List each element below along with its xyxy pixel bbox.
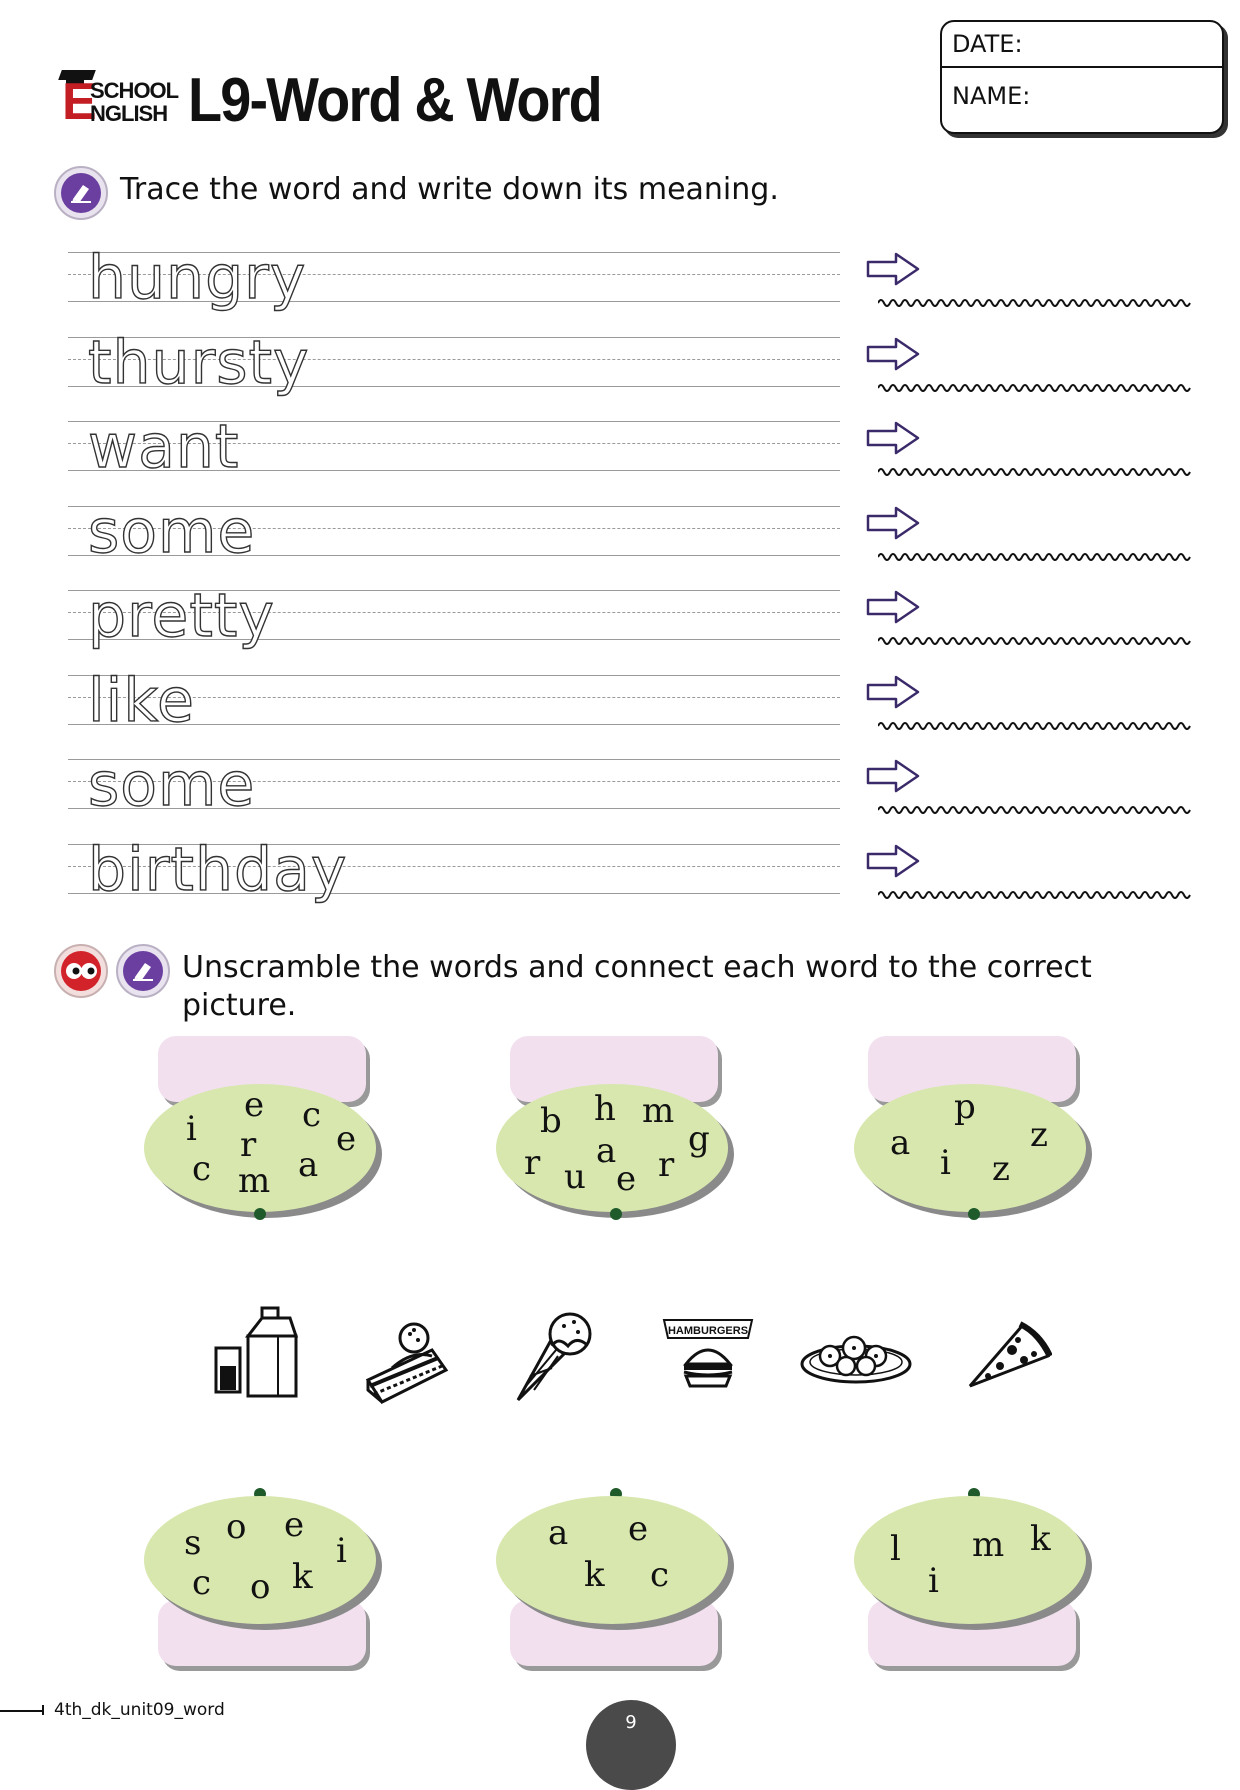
letter: u bbox=[564, 1157, 586, 1197]
trace-word: like bbox=[88, 666, 195, 736]
letter: e bbox=[284, 1505, 305, 1545]
arrow-right-icon bbox=[866, 844, 920, 878]
letter: m bbox=[972, 1525, 1005, 1565]
letter: m bbox=[642, 1091, 675, 1131]
hamburger-sign-text: HAMBURGERS bbox=[667, 1325, 749, 1337]
scramble-oval-5 bbox=[496, 1496, 728, 1624]
trace-row[interactable] bbox=[68, 581, 840, 651]
hamburger-icon bbox=[660, 1316, 756, 1390]
footer-code: 4th_dk_unit09_word bbox=[54, 1700, 225, 1720]
letter: b bbox=[540, 1101, 562, 1141]
letter: g bbox=[688, 1119, 710, 1159]
letter: o bbox=[250, 1567, 271, 1607]
letter: c bbox=[192, 1563, 212, 1603]
scramble-oval-4 bbox=[144, 1496, 376, 1624]
pencil-icon bbox=[116, 944, 170, 998]
trace-word: pretty bbox=[88, 581, 275, 651]
scramble-oval-6 bbox=[854, 1496, 1086, 1624]
letter: i bbox=[928, 1561, 939, 1601]
cake-icon bbox=[362, 1310, 452, 1406]
arrow-right-icon bbox=[866, 337, 920, 371]
meaning-answer-line[interactable] bbox=[878, 634, 1192, 648]
section2-instruction-line1: Unscramble the words and connect each word to the correct bbox=[182, 950, 1092, 985]
trace-row[interactable] bbox=[68, 835, 840, 905]
connect-dot-top-2[interactable] bbox=[610, 1208, 622, 1220]
letter: i bbox=[940, 1143, 951, 1183]
scramble-oval-3 bbox=[854, 1084, 1086, 1212]
section2-instruction-line2: picture. bbox=[182, 988, 297, 1023]
name-label: NAME: bbox=[952, 82, 1031, 110]
letter: o bbox=[226, 1507, 247, 1547]
trace-word: some bbox=[88, 750, 256, 820]
letter: h bbox=[594, 1089, 616, 1129]
ice-cream-icon bbox=[512, 1306, 602, 1402]
section1-instruction: Trace the word and write down its meaning. bbox=[120, 172, 779, 207]
arrow-right-icon bbox=[866, 759, 920, 793]
trace-word: some bbox=[88, 497, 256, 567]
letter: c bbox=[192, 1149, 212, 1189]
letter: a bbox=[890, 1123, 911, 1163]
pizza-icon bbox=[962, 1310, 1052, 1406]
eyes-icon bbox=[54, 944, 108, 998]
trace-row[interactable] bbox=[68, 666, 840, 736]
arrow-right-icon bbox=[866, 675, 920, 709]
letter: p bbox=[954, 1087, 976, 1127]
letter: s bbox=[184, 1523, 202, 1563]
letter: e bbox=[616, 1159, 637, 1199]
meaning-answer-line[interactable] bbox=[878, 888, 1192, 902]
school-english-logo bbox=[56, 70, 179, 132]
letter: a bbox=[548, 1513, 569, 1553]
meaning-answer-line[interactable] bbox=[878, 381, 1192, 395]
letter: k bbox=[584, 1555, 605, 1595]
arrow-right-icon bbox=[866, 590, 920, 624]
letter: e bbox=[336, 1119, 357, 1159]
scramble-oval-1 bbox=[144, 1084, 376, 1212]
letter: c bbox=[302, 1095, 322, 1135]
trace-row[interactable] bbox=[68, 328, 840, 398]
letter: l bbox=[890, 1529, 901, 1569]
meaning-answer-line[interactable] bbox=[878, 550, 1192, 564]
letter: z bbox=[1030, 1115, 1048, 1155]
logo-line1: SCHOOL bbox=[90, 78, 179, 103]
letter: i bbox=[186, 1109, 197, 1149]
logo-line2: NGLISH bbox=[90, 101, 168, 126]
letter: a bbox=[596, 1131, 617, 1171]
letter: e bbox=[628, 1509, 649, 1549]
scramble-oval-2 bbox=[496, 1084, 728, 1212]
logo-initial: E bbox=[62, 73, 97, 131]
arrow-right-icon bbox=[866, 421, 920, 455]
trace-row[interactable] bbox=[68, 497, 840, 567]
connect-dot-top-1[interactable] bbox=[254, 1208, 266, 1220]
letter: a bbox=[298, 1145, 319, 1185]
date-name-box bbox=[940, 20, 1224, 134]
letter: z bbox=[992, 1149, 1010, 1189]
page-title: L9-Word & Word bbox=[188, 66, 601, 135]
trace-word: want bbox=[88, 412, 240, 482]
trace-row[interactable] bbox=[68, 412, 840, 482]
letter: e bbox=[244, 1085, 265, 1125]
date-label: DATE: bbox=[952, 30, 1023, 58]
page-number: 9 bbox=[586, 1700, 676, 1790]
milk-icon bbox=[212, 1306, 302, 1402]
connect-dot-top-3[interactable] bbox=[968, 1208, 980, 1220]
meaning-answer-line[interactable] bbox=[878, 719, 1192, 733]
trace-word: thursty bbox=[88, 328, 310, 398]
letter: i bbox=[336, 1531, 347, 1571]
letter: c bbox=[650, 1555, 670, 1595]
arrow-right-icon bbox=[866, 252, 920, 286]
meaning-answer-line[interactable] bbox=[878, 803, 1192, 817]
pencil-icon bbox=[54, 166, 108, 220]
letter: r bbox=[240, 1125, 257, 1165]
letter: m bbox=[238, 1161, 271, 1201]
trace-word: birthday bbox=[88, 835, 348, 905]
meaning-answer-line[interactable] bbox=[878, 296, 1192, 310]
arrow-right-icon bbox=[866, 506, 920, 540]
trace-row[interactable] bbox=[68, 750, 840, 820]
trace-word: hungry bbox=[88, 243, 307, 313]
cookies-icon bbox=[800, 1322, 912, 1386]
letter: k bbox=[1030, 1519, 1051, 1559]
letter: r bbox=[658, 1145, 675, 1185]
letter: k bbox=[292, 1557, 313, 1597]
letter: r bbox=[524, 1143, 541, 1183]
meaning-answer-line[interactable] bbox=[878, 465, 1192, 479]
trace-row[interactable] bbox=[68, 243, 840, 313]
